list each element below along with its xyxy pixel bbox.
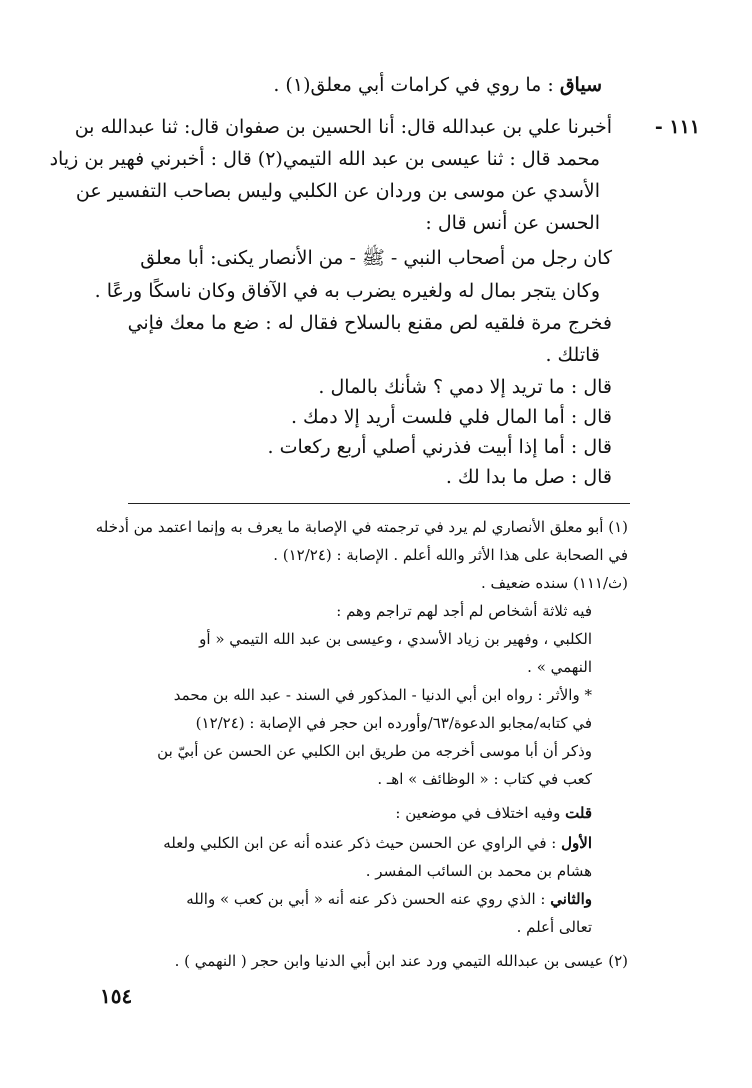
heading-label: سياق <box>559 74 602 96</box>
footnote-text: : الذي روي عنه الحسن ذكر عنه أنه « أبي بن كعب » والله <box>186 890 546 908</box>
body-line: كان رجل من أصحاب النبي - ﷺ - من الأنصار يكنى: أبا معلق <box>140 247 612 269</box>
body-line: فخرج مرة فلقيه لص مقنع بالسلاح فقال له : ضع ما معك فإني <box>127 312 612 334</box>
dialogue-line: قال : ما تريد إلا دمي ؟ شأنك بالمال . <box>318 376 612 398</box>
section-heading <box>273 74 602 96</box>
dialogue-line: قال : صل ما بدا لك . <box>445 466 612 488</box>
body-line: محمد قال : ثنا عيسى بن عبد الله التيمي(٢) قال : أخبرني فهير بن زياد <box>49 148 600 170</box>
label-second: والثاني <box>550 890 592 908</box>
footnote-line <box>163 834 592 852</box>
footnote-line: (ث/١١١) سنده ضعيف . <box>481 574 628 592</box>
heading-text: : ما روي في كرامات أبي معلق(١) . <box>273 74 554 96</box>
page-number: ١٥٤ <box>100 984 133 1008</box>
label-qultu: قلت <box>565 804 592 822</box>
label-first: الأول <box>561 834 592 852</box>
body-line: أخبرنا علي بن عبدالله قال: أنا الحسين بن صفوان قال: ثنا عبدالله بن <box>74 116 612 138</box>
footnote-line: الكلبي ، وفهير بن زياد الأسدي ، وعيسى بن عبد الله التيمي « أو <box>199 630 592 648</box>
item-number: ١١١ - <box>654 116 700 138</box>
footnote-line: هشام بن محمد بن السائب المفسر . <box>365 862 592 880</box>
footnote-line: تعالى أعلم . <box>516 918 592 936</box>
footnote-line: * والأثر : رواه ابن أبي الدنيا - المذكور في السند - عبد الله بن محمد <box>173 686 592 704</box>
footnote-line: وذكر أن أبا موسى أخرجه من طريق ابن الكلبي عن الحسن عن أبيّ بن <box>157 742 592 760</box>
footnote-text: وفيه اختلاف في موضعين : <box>395 804 561 822</box>
footnote-line: (٢) عيسى بن عبدالله التيمي ورد عند ابن أبي الدنيا وابن حجر ( النهمي ) . <box>174 952 628 970</box>
body-line: قاتلك . <box>545 344 600 366</box>
footnote-divider <box>128 503 630 504</box>
footnote-line: كعب في كتاب : « الوظائف » اهـ . <box>377 770 592 788</box>
footnote-line <box>186 890 592 908</box>
footnote-line: فيه ثلاثة أشخاص لم أجد لهم تراجم وهم : <box>336 602 592 620</box>
dialogue-line: قال : أما المال فلي فلست أريد إلا دمك . <box>290 406 612 428</box>
body-line: الحسن عن أنس قال : <box>425 212 600 234</box>
footnote-line: (١) أبو معلق الأنصاري لم يرد في ترجمته في الإصابة ما يعرف به وإنما اعتمد من أدخله <box>95 518 628 536</box>
body-line: وكان يتجر بمال له ولغيره يضرب به في الآفاق وكان ناسكًا ورعًا . <box>94 280 600 302</box>
dialogue-line: قال : أما إذا أبيت فذرني أصلي أربع ركعات . <box>267 436 612 458</box>
footnote-line: في كتابه/مجابو الدعوة/٦٣/وأورده ابن حجر في الإصابة : (١٢/٢٤) <box>195 714 592 732</box>
footnote-line: في الصحابة على هذا الأثر والله أعلم . الإصابة : (١٢/٢٤) . <box>273 546 628 564</box>
footnote-line: النهمي » . <box>527 658 592 676</box>
footnote-line <box>395 804 592 822</box>
body-line: الأسدي عن موسى بن وردان عن الكلبي وليس بصاحب التفسير عن <box>75 180 600 202</box>
footnote-text: : في الراوي عن الحسن حيث ذكر عنده أنه عن ابن الكلبي ولعله <box>163 834 557 852</box>
